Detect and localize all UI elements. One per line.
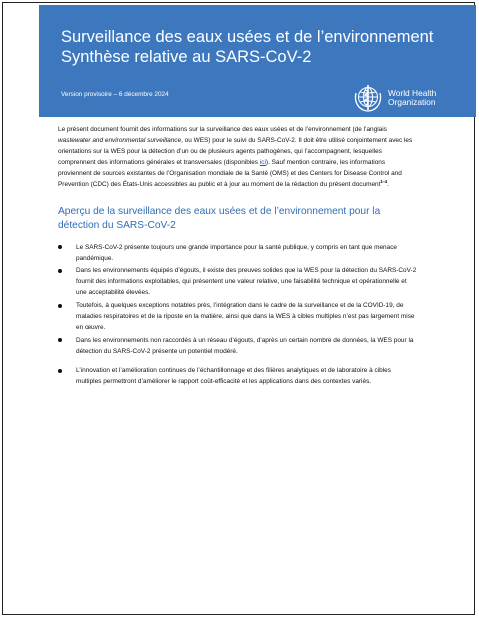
summary-bullet-list	[58, 242, 418, 388]
bullet-dot	[58, 245, 62, 249]
citation-superscript: 1-4	[380, 179, 388, 185]
who-emblem-icon	[351, 81, 385, 115]
bullet-text: Dans les environnements non raccordés à un réseau d’égouts, d’après un certain nombre de données, la WES pour la détection du SARS-CoV-2 présente un potentiel modéré.	[76, 336, 414, 355]
intro-text-1: Le présent document fournit des informations sur la surveillance des eaux usées et de l’environnement (de l’anglais	[58, 126, 387, 133]
bullet-dot	[58, 369, 62, 373]
document-title	[61, 27, 434, 67]
intro-paragraph	[58, 124, 418, 191]
bullet-text: Toutefois, à quelques exceptions notables près, l’intégration dans le cadre de la surveillance et de la COVID-19, de maladies respiratoires et de la riposte en la matière, ainsi que dans la WES à cibles multiples n’est pas largement mise en œuvre.	[76, 302, 415, 332]
bullet-item	[58, 365, 418, 387]
document-body	[58, 124, 418, 389]
bullet-item	[58, 242, 418, 264]
intro-text-2: , ou WES) pour le suivi du SARS-CoV-2. Il doit être utilisé conjointement avec les orientations sur la WES pour la détection d’un ou de plusieurs agents pathogènes, qui l’accompagnent, lesquelles comprennent des informations générales et transversales (disponibles	[58, 137, 413, 167]
reference-link[interactable]: ici	[259, 159, 266, 167]
intro-italic-term: wastewater and environmental surveillance	[58, 137, 182, 145]
who-logo-text	[388, 89, 436, 107]
version-date: Version provisoire – 6 décembre 2024	[61, 91, 169, 98]
logo-text-line-2: Organization	[388, 97, 436, 108]
who-logo	[351, 81, 451, 115]
bullet-dot	[58, 269, 62, 273]
section-heading: Aperçu de la surveillance des eaux usées et de l’environnement pour la détection du SARS-CoV-2	[58, 205, 381, 232]
title-line-1: Surveillance des eaux usées et de l’environnement	[61, 28, 434, 46]
intro-text-3: ). Sauf mention contraire, les informations proviennent de sources existantes de l’Organisation mondiale de la Santé (OMS) et des Centers for Disease Control and Prevention (CDC) des États-Unis accessibles au public et à jour au moment de la rédaction du présent document	[58, 159, 402, 189]
title-line-2: Synthèse relative au SARS-CoV-2	[61, 48, 312, 66]
header-banner	[39, 5, 476, 117]
bullet-text: Dans les environnements équipés d’égouts, il existe des preuves solides que la WES pour la détection du SARS-CoV-2 fournit des informations exploitables, qui présentent une valeur relative, une faisabilité technique et opérationnelle et une acceptabilité élevées.	[76, 267, 417, 297]
bullet-item	[58, 265, 418, 298]
bullet-text: Le SARS-CoV-2 présente toujours une grande importance pour la santé publique, y compris en tant que menace pandémique.	[76, 243, 397, 262]
intro-text-4: .	[387, 181, 389, 189]
bullet-text: L’innovation et l’amélioration continues de l’échantillonnage et des filières analytiques et de laboratoire à cibles multiples permettront d’améliorer le rapport coût-efficacité et les applications dans des contextes variés.	[76, 367, 391, 386]
logo-text-line-1: World Health	[388, 88, 437, 98]
bullet-dot	[58, 338, 62, 342]
bullet-item	[58, 335, 418, 357]
bullet-dot	[58, 304, 62, 308]
bullet-item	[58, 300, 418, 333]
